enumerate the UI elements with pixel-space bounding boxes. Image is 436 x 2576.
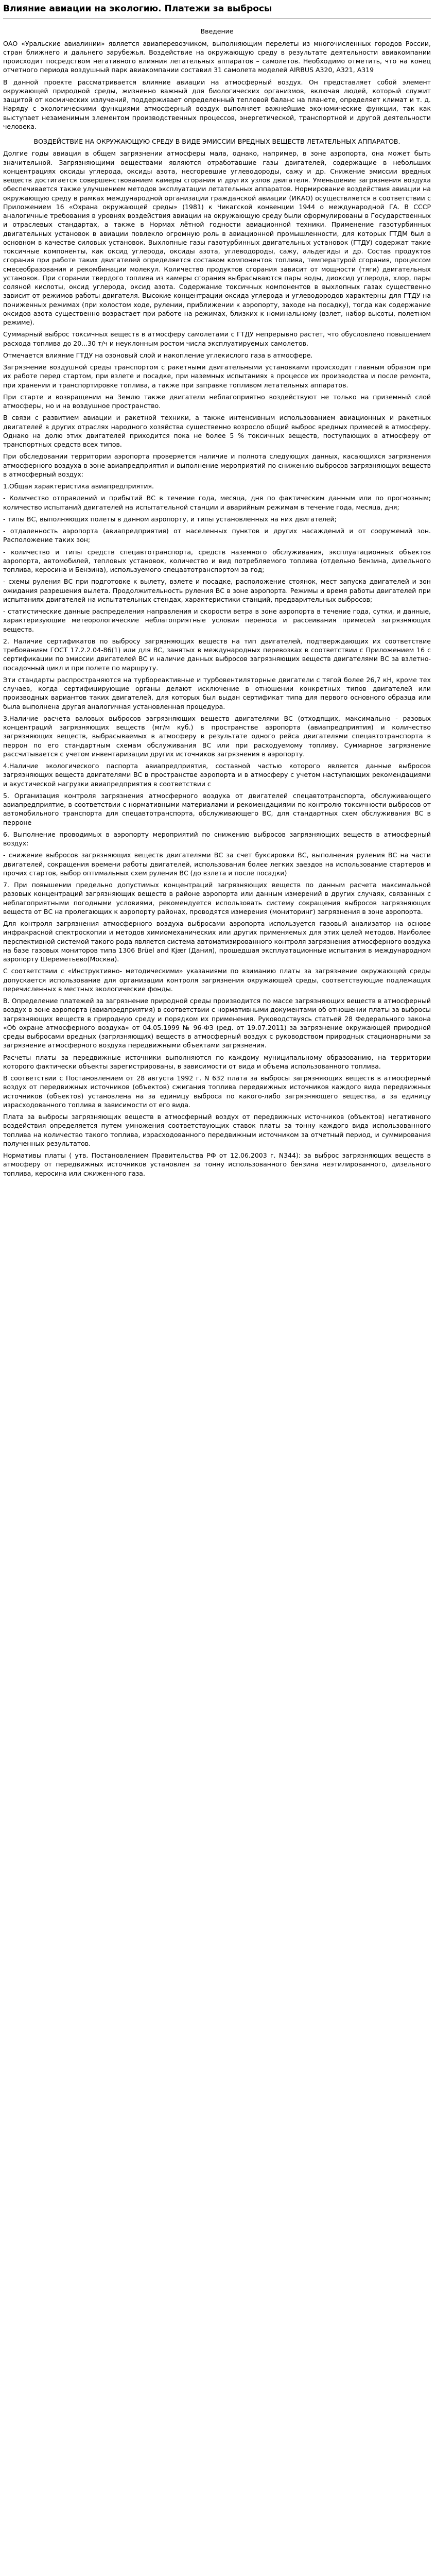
paragraph: Загрязнение воздушной среды транспортом с ракетными двигательными установками происходит главным образом при их работе перед стартом, при взлете и посадке, при наземных испытаниях в процессе их производства и после ремонта, при хранении и транспортировке топлива, а также при заправке топливом летательных аппаратов. bbox=[3, 363, 431, 389]
paragraph: Для контроля загрязнения атмосферного воздуха выбросами аэропорта используется газовый анализатор на основе инфракрасной спектроскопии и методов химиомеханических или других применяемых для этих целей методов. Наиболее перспективной системой такого рода является система автоматизированного контроля загрязнения атмосферного воздуха на базе газовых мониторов типа 1306 Brüel and Kjær (Дания), прошедшая эксплуатационные испытания в международном аэропорту Шереметьево(Москва). bbox=[3, 920, 431, 963]
paragraph: Эти стандарты распространяются на турбореактивные и турбовентиляторные двигатели с тягой более 26,7 кН, кроме тех случаев, когда сертифицирующие органы делают исключение в отношении конкретных типов двигателей или производных вариантов таких двигателей, для которых был выдан сертификат типа для первого основного образца или была выполнена другая аналогичная установленная процедура. bbox=[3, 675, 431, 710]
paragraph: Плата за выбросы загрязняющих веществ в атмосферный воздух от передвижных источников (объектов) негативного воздействия определяется путем умножения соответствующих ставок платы за тонну каждого вида использованного топлива на количество такого топлива, израсходованного передвижным источником за отчетный период, и суммирования полученных результатов. bbox=[3, 1113, 431, 1147]
section-heading: ВОЗДЕЙСТВИЕ НА ОКРУЖАЮЩУЮ СРЕДУ В ВИДЕ ЭМИССИИ ВРЕДНЫХ ВЕЩЕСТВ ЛЕТАТЕЛЬНЫХ АППАРАТОВ. bbox=[33, 138, 400, 146]
section-heading: Введение bbox=[200, 27, 234, 36]
paragraph: Долгие годы авиация в общем загрязнении атмосферы мала, однако, например, в зоне аэропорта, она может быть значительной. Загрязняющими веществами являются отработавшие газы двигателей, содержащие в небольших концентрациях оксиды углерода, оксиды азота, несгоревшие углеводороды, сажу и др. Снижение эмиссии вредных веществ достигается совершенствованием камеры сгорания и других узлов двигателя. Уменьшение загрязнения воздуха обеспечивается также улучшением методов эксплуатации летательных аппаратов. Нормирование воздействия авиации на окружающую среду в рамках международной организации гражданской авиации (ИКАО) осуществляется в соответствии с Приложением 16 «Охрана окружающей среды» (1981) к Чикагской конвенции 1944 о международной ГА. В СССР аналогичные требования в уровнях воздействия авиации на окружающую среду были сформулированы в Государственных и отраслевых стандартах, а также в Нормах лётной годности авиационной техники. Применение газотурбинных двигательных установок в авиации повлекло огромную роль в авиационной промышленности, для которых ГТДМ был в основном в качестве силовых установок. Выхлопные газы газотурбинных двигательных установок (ГТДУ) содержат такие токсичные компоненты, как оксид углерода, оксиды азота, углеводороды, сажу, альдегиды и др. Состав продуктов сгорания при работе таких двигателей определяется составом компонентов топлива, температурой сгорания, процессом смесеобразования и рекомбинации молекул. Количество продуктов сгорания зависит от мощности (тяги) двигательных установок. При сгорании твердого топлива из камеры сгорания выбрасываются пары воды, диоксид углерода, хлор, пары соляной кислоты, оксид углерода, оксид азота. Содержание токсичных компонентов в выхлопных газах существенно зависит от режимов работы двигателя. Высокие концентрации оксида углерода и углеводородов характерны для ГТДУ на пониженных режимах (при холостом ходе, рулении, приближении к аэропорту, заходе на посадку), тогда как содержание оксидов азота существенно возрастает при работе на режимах, близких к номинальному (взлет, набор высоты, полетном режиме). bbox=[3, 149, 431, 327]
paragraph: - статистические данные распределения направления и скорости ветра в зоне аэропорта в течение года, сутки, и данные, характеризующие метеорологические неблагоприятные условия переноса и рассеивания примесей загрязняющих веществ. bbox=[3, 607, 431, 633]
paragraph: - типы ВС, выполняющих полеты в данном аэропорту, и типы установленных на них двигателей; bbox=[3, 515, 337, 523]
page bbox=[0, 0, 436, 1196]
paragraph: 5. Организация контроля загрязнения атмосферного воздуха от двигателей спецавтотранспорта, обслуживающего авиапредприятие, в соответствии с нормативными материалами и рекомендациями по контролю токсичности выбросов от автомобильного транспорта для спецавтотранспорта, обслуживающего ВС, для стандартных схем обслуживания ВС в перроне bbox=[3, 791, 431, 826]
paragraph: Отмечается влияние ГТДУ на озоновый слой и накопление углекислого газа в атмосфере. bbox=[3, 351, 313, 359]
paragraph: 3.Наличие расчета валовых выбросов загрязняющих веществ двигателями ВС (отходящих, максимально - разовых концентраций загрязняющих веществ (мг/м куб.) в пространстве аэропорта (авиапредприятия) и количество загрязняющих веществ, выбрасываемых в атмосферу в результате одного рейса двигателями спецавтотранспорта в перрон по его стандартным схемам обслуживания ВС или при расходуемому топливу. Суммарное загрязнение рассчитывается с учетом инвентаризации других источников загрязнения в аэропорту. bbox=[3, 714, 431, 758]
paragraph: Расчеты платы за передвижные источники выполняются по каждому муниципальному образованию, на территории которого фактически объекты зарегистрированы, в зависимости от вида и объема использованного топлива. bbox=[3, 1053, 431, 1070]
paragraph: 4.Наличие экологического паспорта авиапредприятия, составной частью которого является данные выбросов загрязняющих веществ двигателями ВС в пространстве аэропорта и в атмосферу с учетом наступающих рекомендациями и акустической нагрузки авиапредприятия в соответствии с bbox=[3, 762, 431, 788]
paragraph: 7. При повышении предельно допустимых концентраций загрязняющих веществ по данным расчета максимальной разовых концентраций загрязняющих веществ в районе аэропорта или данным измерений в других случаях, связанных с неблагоприятными погодными условиями, рекомендуется использовать систему сокращения выбросов загрязняющих веществ от ВС на пролегающих к аэропорту районах, проводятся измерения (мониторинг) загрязнения в зоне аэропорта. bbox=[3, 881, 431, 916]
paragraph: - отдаленность аэропорта (авиапредприятия) от населенных пунктов и других насаждений и от сооружений зон. Расположение таких зон; bbox=[3, 527, 431, 544]
paragraph: В данной проекте рассматривается влияние авиации на атмосферный воздух. Он представляет собой элемент окружающей природной среды, жизненно важный для биологических организмов, включая людей, который служит защитой от космических излучений, поддерживает определенный тепловой баланс на планете, определяет климат и т. д. Наряду с экологическими функциями атмосферный воздух выполняет важнейшие экономические функции, так как выступает незаменимым элементом производственных процессов, энергетической, транспортной и другой деятельности человека. bbox=[3, 78, 431, 130]
paragraph: 2. Наличие сертификатов по выбросу загрязняющих веществ на тип двигателей, подтверждающих их соответствие требованиям ГОСТ 17.2.2.04-86(1) или для ВС, занятых в международных перевозках в соответствии с Приложением 16 с сертификации по эмиссии двигателей ВС и наличие данных выбросов загрязняющих веществ двигателями ВС за взлетно-посадочный цикл и при полете по маршруту. bbox=[3, 637, 431, 672]
paragraph: - количество и типы средств спецавтотранспорта, средств наземного обслуживания, эксплуатационных объектов аэропорта, автомобилей, тепловых установок, количество и вид потребляемого топлива (отдельно бензина, дизельного топлива, керосина и Бензина), используемого спецавтотранспортом за год; bbox=[3, 548, 431, 574]
paragraph: При старте и возвращении на Землю также двигатели неблагоприятно воздействуют не только на приземный слой атмосферы, но и на воздушное пространство. bbox=[3, 393, 431, 410]
paragraph: Нормативы платы ( утв. Постановлением Правительства РФ от 12.06.2003 г. N344): за выброс загрязняющих веществ в атмосферу от передвижных источников установлен за тонну использованного бензина неэтилированного, дизельного топлива, керосина или сжиженного газа. bbox=[3, 1151, 431, 1177]
paragraph: С соответствии с «Инструктивно- методическими» указаниями по взиманию платы за загрязнение окружающей среды допускается использование для организации контроля загрязнения окружающей среды, соответствующие подлежащих перечисленных в местных экологические фонды. bbox=[3, 967, 431, 993]
paragraph: В. Определение платежей за загрязнение природной среды производится по массе загрязняющих веществ в атмосферный воздух в зоне аэропорта (авиапредприятия) в соответствии с нормативными документами об отношении платы за выбросы загрязняющих веществ в природную среду и порядком их применения. Руководствуясь статьей 28 Федерального закона «Об охране атмосферного воздуха» от 04.05.1999 № 96-ФЗ (ред. от 19.07.2011) за загрязнение окружающей природной среды выбросами вредных (загрязняющих) веществ в атмосферный воздух с руководством природных стационарными за загрязнение атмосферного воздуха передвижными объектами загрязнения. bbox=[3, 997, 431, 1049]
paragraph: - Количество отправлений и прибытий ВС в течение года, месяца, дня по фактическим данным или по прогнозным; количество испытаний двигателей на испытательной станции и аварийным режимам в течение года, месяца, дня; bbox=[3, 494, 431, 511]
page-title: Влияние авиации на экологию. Платежи за выбросы bbox=[3, 3, 431, 19]
paragraph: В соответствии с Постановлением от 28 августа 1992 г. N 632 плата за выбросы загрязняющих веществ в атмосферный воздух от передвижных источников (объектов) сжигания топлива передвижных источников каждого вида передвижных источников (объектов) установлена на за единицу выброса по какого-либо загрязняющего вещества, а за единицу израсходованного топлива в зависимости от его вида. bbox=[3, 1074, 431, 1109]
document-body bbox=[3, 27, 431, 1178]
paragraph: При обследовании территории аэропорта проверяется наличие и полнота следующих данных, касающихся загрязнения атмосферного воздуха в зоне авиапредприятия и выполнение мероприятий по снижению выбросов загрязняющих веществ в атмосферный воздух: bbox=[3, 452, 431, 478]
paragraph: В связи с развитием авиации и ракетной техники, а также интенсивным использованием авиационных и ракетных двигателей в других отраслях народного хозяйства существенно возросло общий выброс вредных примесей в атмосферу. Однако на долю этих двигателей приходится пока не более 5 % токсичных веществ, поступающих в атмосферу от транспортных средств всех типов. bbox=[3, 414, 431, 449]
paragraph: 1.Общая характеристика авиапредприятия. bbox=[3, 482, 154, 490]
paragraph: ОАО «Уральские авиалинии» является авиаперевозчиком, выполняющим перелеты из многочисленных городов России, стран ближнего и дальнего зарубежья. Воздействие на окружающую среду в результате деятельности авиакомпании происходит посредством негативного влияния летательных аппаратов – самолетов. Необходимо отметить, что на конец отчетного периода воздушный парк авиакомпании составил 31 самолета моделей AIRBUS A320, A321, A319 bbox=[3, 39, 431, 74]
paragraph: - снижение выбросов загрязняющих веществ двигателями ВС за счет буксировки ВС, выполнения руления ВС на части двигателей, сокращения времени работы двигателей, использования более легких заездов на использование стартеров и прочих стартов, выбор оптимальных схем руления ВС (до взлета и после посадки) bbox=[3, 851, 431, 877]
paragraph: Суммарный выброс токсичных веществ в атмосферу самолетами с ГТДУ непрерывно растет, что обусловлено повышением расхода топлива до 20...30 т/ч и неуклонным ростом числа эксплуатируемых самолетов. bbox=[3, 330, 431, 347]
paragraph: - схемы руления ВС при подготовке к вылету, взлете и посадке, расположение стоянок, мест запуска двигателей и зон ожидания разрешения вылета. Продолжительность руления ВС в зоне аэропорта. Режимы и время работы двигателей при испытаниях двигателей на испытательных стендах, характеристики станций, предварительных выбросов; bbox=[3, 578, 431, 603]
paragraph: 6. Выполнение проводимых в аэропорту мероприятий по снижению выбросов загрязняющих веществ в атмосферный воздух: bbox=[3, 830, 431, 848]
